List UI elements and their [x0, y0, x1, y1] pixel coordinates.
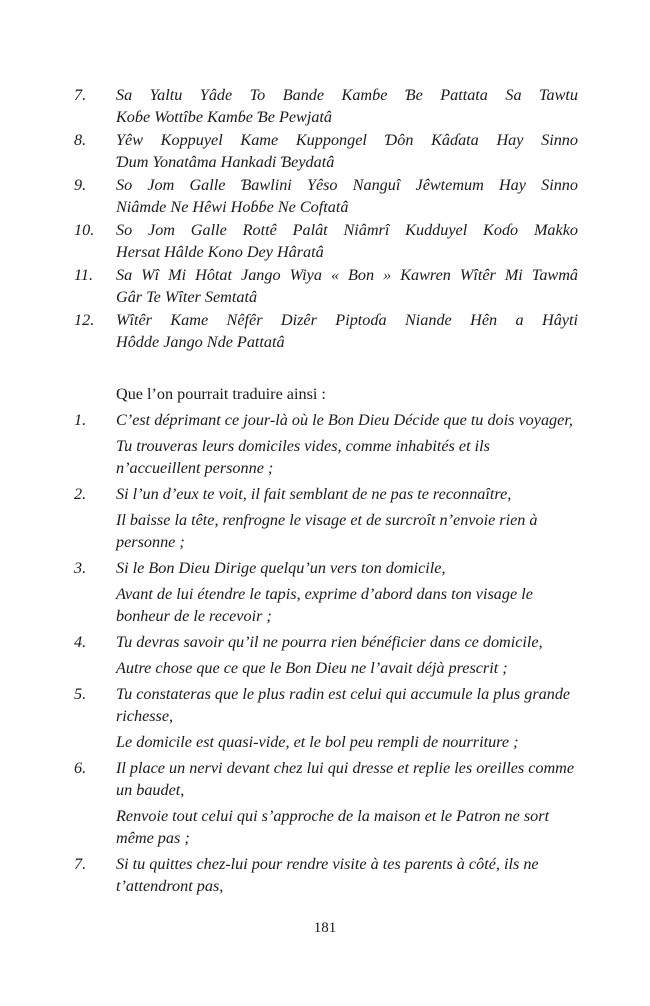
verse-12 [74, 309, 578, 353]
translation-7 [74, 853, 578, 897]
verse-number: 11. [74, 266, 94, 284]
verse-number: 7. [74, 86, 87, 104]
verse-line: Yêw Koppuyel Kame Kuppongel Ɗôn Kâɗata Hay Sinno [116, 131, 578, 149]
verse-line: Wîtêr Kame Nêfêr Dizêr Piptoɗa Niande Hên a Hâyti [116, 311, 578, 329]
verse-9 [74, 174, 578, 218]
verse-10 [74, 219, 578, 263]
translation-line: C’est déprimant ce jour-là où le Bon Dieu Décide que tu dois voyager, [116, 411, 573, 429]
translation-intro: Que l’on pourrait traduire ainsi : [116, 385, 326, 403]
french-translation [74, 409, 578, 897]
verse-11 [74, 264, 578, 308]
verse-line: Koɓe Wottîbe Kamɓe Ɓe Pewjatâ [116, 108, 333, 126]
translation-2 [74, 483, 578, 505]
translation-6 [74, 757, 578, 801]
verse-line: Sa Yaltu Yâde To Bande Kamɓe Ɓe Pattata Sa Tawtu [116, 86, 578, 104]
translation-continuation: Avant de lui étendre le tapis, exprime d’abord dans ton visage le bonheur de le recevoir ; [116, 585, 533, 625]
translation-line: Si le Bon Dieu Dirige quelqu’un vers ton domicile, [116, 559, 446, 577]
translation-continuation: Autre chose que ce que le Bon Dieu ne l’avait déjà prescrit ; [116, 659, 508, 677]
translation-number: 7. [74, 855, 87, 873]
translation-3 [74, 557, 578, 579]
translation-line: Si l’un d’eux te voit, il fait semblant de ne pas te reconnaître, [116, 485, 512, 503]
verse-line: Gâr Te Wîter Semtatâ [116, 288, 258, 306]
translation-line: Tu constateras que le plus radin est celui qui accumule la plus grande richesse, [116, 685, 571, 725]
translation-number: 1. [74, 411, 87, 429]
verse-line: Niâmde Ne Hêwi Hoɓɓe Ne Coftatâ [116, 198, 349, 216]
verse-line: Hersat Hâlde Kono Dey Hâratâ [116, 243, 324, 261]
verse-number: 10. [74, 221, 95, 239]
verse-number: 9. [74, 176, 87, 194]
translation-number: 6. [74, 759, 87, 777]
translation-number: 5. [74, 685, 87, 703]
translation-continuation: Le domicile est quasi-vide, et le bol peu rempli de nourriture ; [116, 733, 519, 751]
verse-number: 8. [74, 131, 87, 149]
translation-number: 4. [74, 633, 87, 651]
page-body [74, 84, 578, 897]
verse-line: So Jom Galle Ɓawlini Yêso Nanguî Jêwtemum Hay Sinno [116, 176, 578, 194]
page-number: 181 [313, 920, 337, 936]
translation-continuation: Renvoie tout celui qui s’approche de la maison et le Patron ne sort même pas ; [116, 807, 550, 847]
verse-line: Hôdde Jango Nde Pattatâ [116, 333, 285, 351]
translation-number: 2. [74, 485, 87, 503]
translation-continuation: Il baisse la tête, renfrogne le visage et de surcroît n’envoie rien à personne ; [116, 511, 538, 551]
verse-line: So Jom Galle Rottê Palât Niâmrî Kudduyel Koɗo Makko [116, 221, 578, 239]
translation-line: Tu devras savoir qu’il ne pourra rien bénéficier dans ce domicile, [116, 633, 543, 651]
translation-number: 3. [74, 559, 87, 577]
translation-line: Si tu quittes chez-lui pour rendre visite à tes parents à côté, ils ne t’attendront pas, [116, 855, 539, 895]
verse-number: 12. [74, 311, 95, 329]
verse-line: Ɗum Yonatâma Hankadi Ɓeydatâ [116, 153, 335, 171]
verse-8 [74, 129, 578, 173]
fulfulde-verses [74, 84, 578, 353]
translation-4 [74, 631, 578, 653]
translation-continuation: Tu trouveras leurs domiciles vides, comme inhabités et ils n’accueillent personne ; [116, 437, 490, 477]
translation-5 [74, 683, 578, 727]
verse-line: Sa Wî Mi Hôtat Jango Wiya « Bon » Kawren Wîtêr Mi Tawmâ [116, 266, 578, 284]
translation-line: Il place un nervi devant chez lui qui dresse et replie les oreilles comme un baudet, [116, 759, 575, 799]
verse-7 [74, 84, 578, 128]
translation-1 [74, 409, 578, 431]
